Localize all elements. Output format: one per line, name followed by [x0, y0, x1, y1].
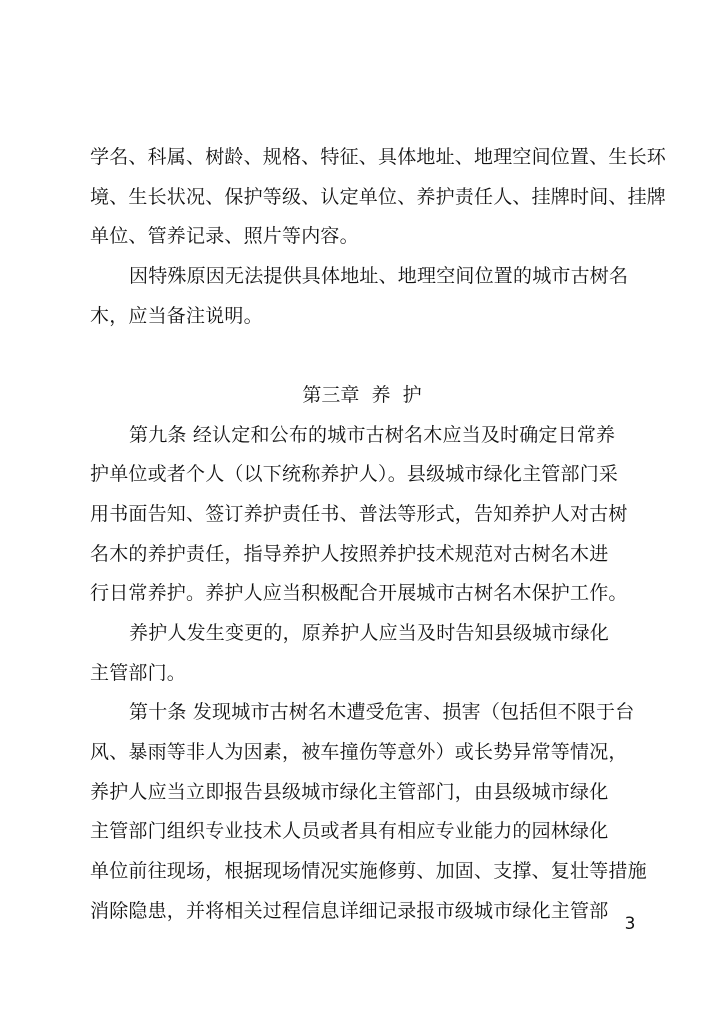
text-line: 单位前往现场，根据现场情况实施修剪、加固、支撑、复壮等措施 [90, 860, 647, 882]
text-line: 养护人应当立即报告县级城市绿化主管部门，由县级城市绿化 [90, 781, 609, 803]
text-line: 因特殊原因无法提供具体地址、地理空间位置的城市古树名 [129, 265, 629, 287]
text-line: 木，应当备注说明。 [90, 305, 263, 327]
page-number: 3 [624, 914, 636, 934]
text-line: 境、生长状况、保护等级、认定单位、养护责任人、挂牌时间、挂牌 [90, 186, 667, 208]
text-line: 第九条 经认定和公布的城市古树名木应当及时确定日常养 [129, 424, 616, 446]
text-line: 学名、科属、树龄、规格、特征、具体地址、地理空间位置、生长环 [90, 146, 667, 168]
text-line: 主管部门。 [90, 662, 187, 684]
text-line: 消除隐患，并将相关过程信息详细记录报市级城市绿化主管部 [90, 900, 609, 922]
text-line: 护单位或者个人（以下统称养护人）。县级城市绿化主管部门采 [90, 463, 619, 485]
text-line: 行日常养护。养护人应当积极配合开展城市古树名木保护工作。 [90, 582, 628, 604]
text-line: 风、暴雨等非人为因素，被车撞伤等意外）或长势异常等情况， [90, 741, 628, 763]
text-line: 名木的养护责任，指导养护人按照养护技术规范对古树名木进 [90, 543, 609, 565]
text-line: 第十条 发现城市古树名木遭受危害、损害（包括但不限于台 [129, 701, 635, 723]
text-line: 用书面告知、签订养护责任书、普法等形式，告知养护人对古树 [90, 503, 628, 525]
text-line: 养护人发生变更的，原养护人应当及时告知县级城市绿化 [129, 622, 610, 644]
chapter-heading: 第三章 养 护 [302, 384, 422, 406]
text-line: 主管部门组织专业技术人员或者具有相应专业能力的园林绿化 [90, 820, 609, 842]
text-line: 单位、管养记录、照片等内容。 [90, 225, 359, 247]
